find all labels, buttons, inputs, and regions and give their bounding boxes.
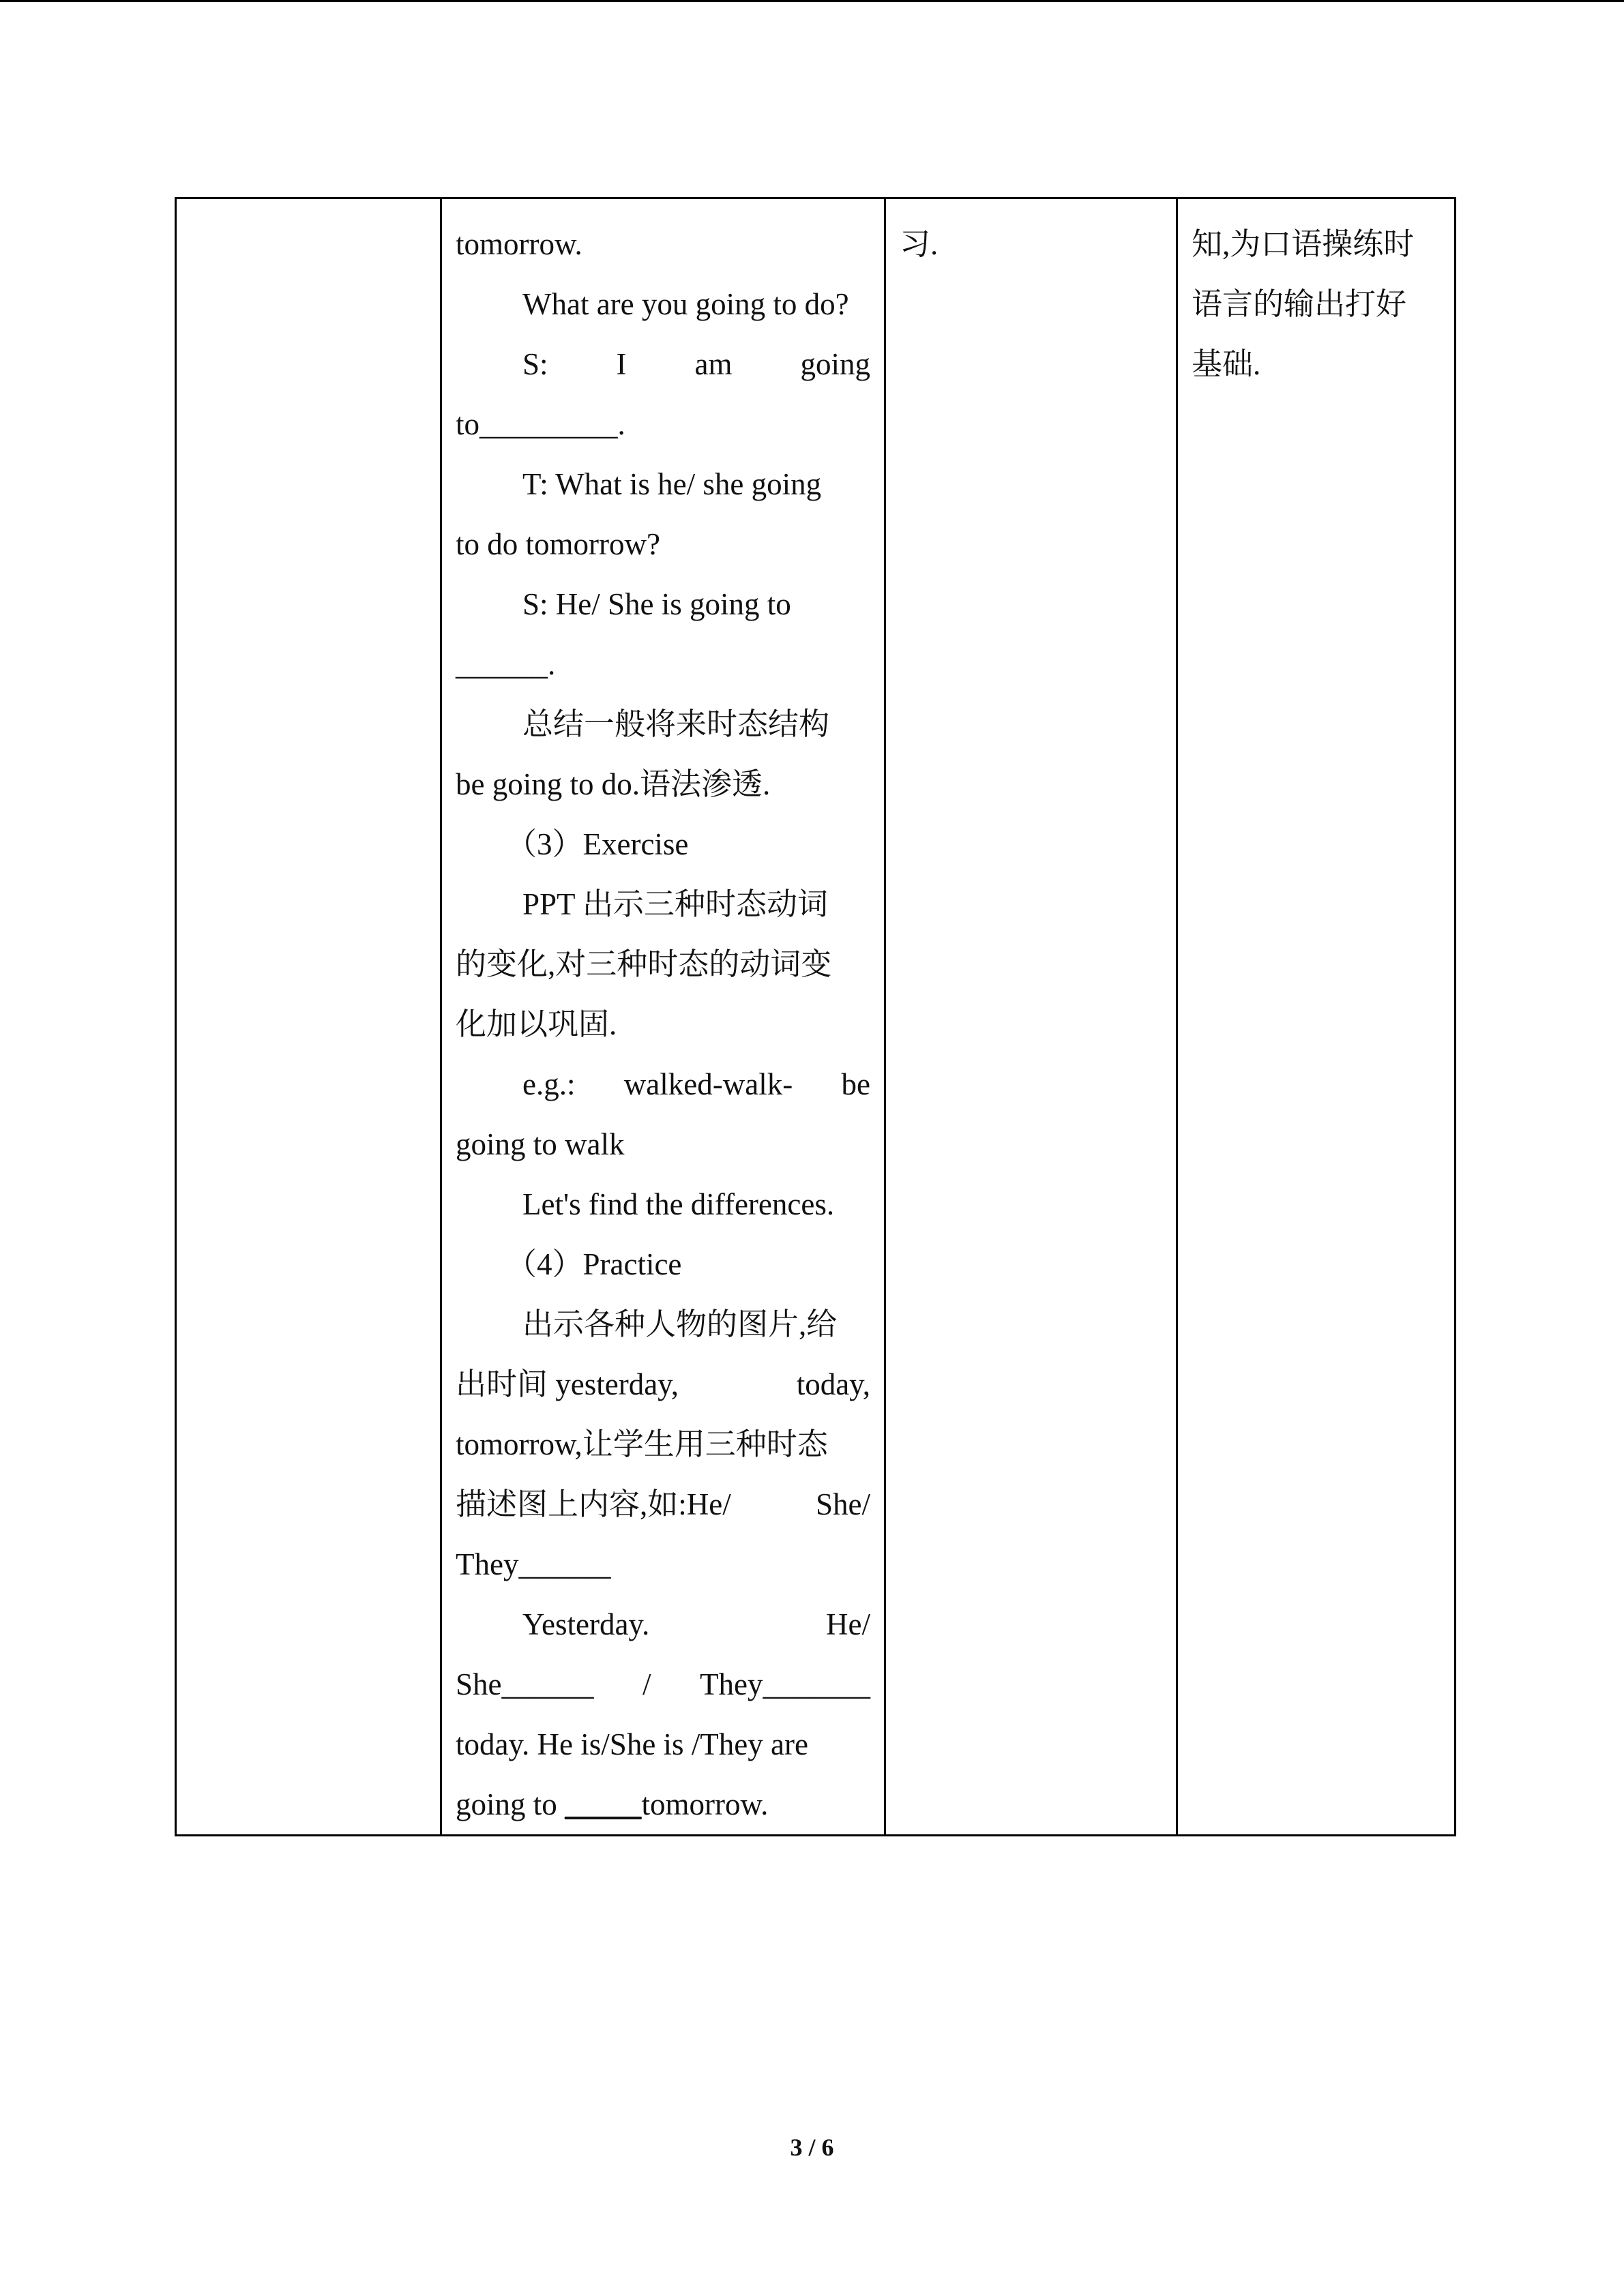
text-line: be going to do.语法渗透. xyxy=(456,767,771,801)
text-line: What are you going to do? xyxy=(522,287,849,321)
text-line: 出时间 yesterday, today, xyxy=(456,1367,870,1401)
text-line: S: I am going xyxy=(522,347,870,381)
text-line: 化加以巩固. xyxy=(456,1007,617,1041)
text-line: PPT 出示三种时态动词 xyxy=(522,887,828,921)
text-line: 基础. xyxy=(1192,347,1261,381)
text-line: tomorrow,让学生用三种时态 xyxy=(456,1427,828,1461)
text-line: Let's find the differences. xyxy=(522,1187,835,1221)
text-line: 描述图上内容,如:He/ She/ xyxy=(456,1487,870,1521)
text-line: ______. xyxy=(456,647,556,681)
text-line: 知,为口语操练时 xyxy=(1192,227,1415,261)
text-line: e.g.: walked-walk- be xyxy=(522,1067,870,1101)
section-heading: （3）Exercise xyxy=(506,827,689,861)
activity-cell xyxy=(441,198,885,1836)
purpose-cell xyxy=(1177,198,1456,1836)
table-row xyxy=(176,198,1456,1836)
text-line: going to walk xyxy=(456,1127,625,1161)
text-line: She______ / They_______ xyxy=(456,1667,870,1701)
text-line: S: He/ She is going to xyxy=(522,587,791,621)
lesson-table xyxy=(175,197,1456,1836)
text-line: 语言的输出打好 xyxy=(1192,287,1407,321)
text-line: Yesterday. He/ xyxy=(522,1607,870,1641)
page-number: 3 / 6 xyxy=(790,2134,834,2161)
text-line: 总结一般将来时态结构 xyxy=(522,707,830,741)
text-line: to do tomorrow? xyxy=(456,527,660,561)
text-line: They______ xyxy=(456,1547,611,1581)
text-line: 的变化,对三种时态的动词变 xyxy=(456,947,832,981)
text-line: tomorrow. xyxy=(456,227,582,261)
top-rule xyxy=(0,0,1624,2)
stage-cell xyxy=(176,198,441,1836)
text-line: T: What is he/ she going xyxy=(522,467,822,501)
student-activity-cell xyxy=(885,198,1177,1836)
text-line: 出示各种人物的图片,给 xyxy=(522,1307,838,1341)
text-line: going to _____tomorrow. xyxy=(456,1787,769,1821)
section-heading: （4）Practice xyxy=(506,1247,682,1281)
text-line: to_________. xyxy=(456,407,625,441)
text-line: 习. xyxy=(900,227,939,261)
text-line: today. He is/She is /They are xyxy=(456,1727,808,1761)
